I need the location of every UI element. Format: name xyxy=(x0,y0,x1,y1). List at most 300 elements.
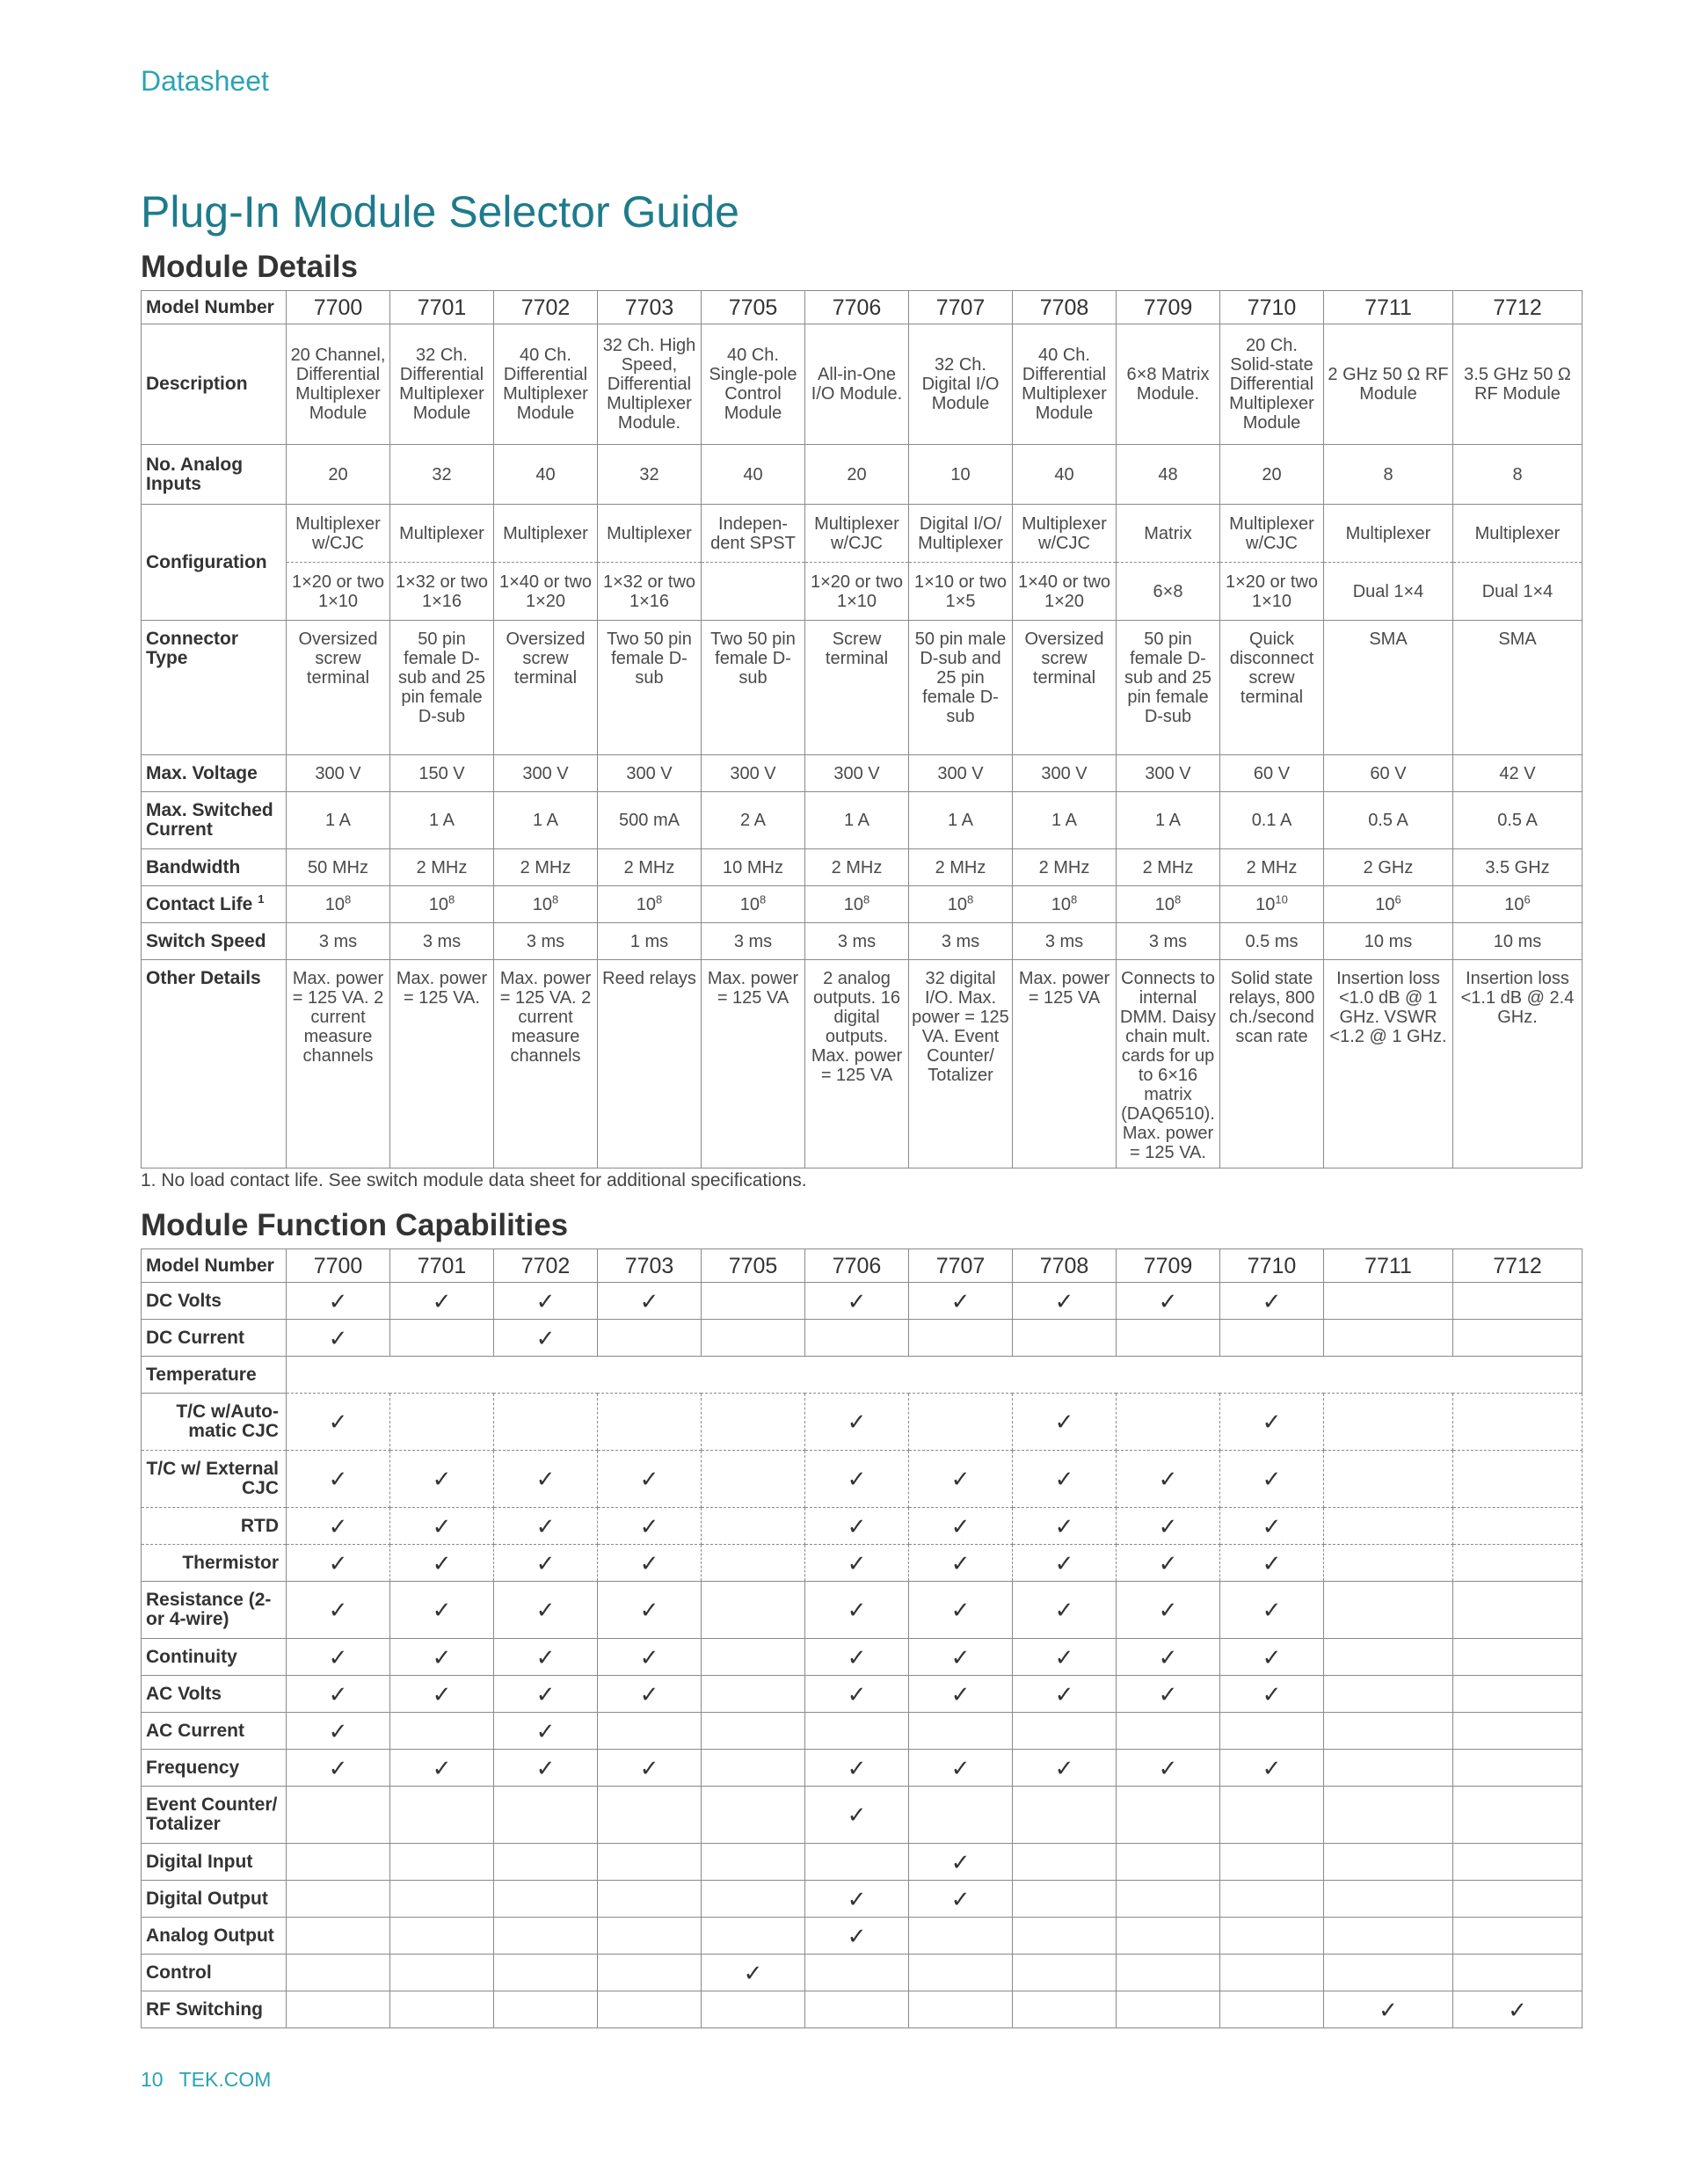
exponent: 8 xyxy=(1071,892,1078,906)
row-temperature xyxy=(142,1357,1582,1394)
check-icon: ✓ xyxy=(494,1283,598,1320)
empty-cell xyxy=(909,1394,1013,1451)
row-capability xyxy=(142,1451,1582,1508)
empty-cell xyxy=(287,1955,390,1991)
check-icon: ✓ xyxy=(494,1582,598,1639)
model-header: 7710 xyxy=(1220,1249,1324,1283)
check-icon: ✓ xyxy=(1013,1545,1117,1582)
empty-cell xyxy=(1324,1394,1453,1451)
header-row xyxy=(142,291,1582,324)
empty-cell xyxy=(805,1991,909,2028)
empty-cell xyxy=(1117,1881,1220,1918)
cell: 50 pin female D-sub and 25 pin female D-sub xyxy=(390,621,494,755)
cell: 2 MHz xyxy=(1220,849,1324,886)
capabilities-table xyxy=(141,1249,1582,2028)
cell: 2 MHz xyxy=(494,849,598,886)
row-label: Frequency xyxy=(142,1750,287,1787)
cell: 0.5 A xyxy=(1324,792,1453,849)
cell: 150 V xyxy=(390,755,494,792)
cell: Max. power = 125 VA. 2 current measure channels xyxy=(494,960,598,1168)
empty-cell xyxy=(287,1881,390,1918)
check-icon: ✓ xyxy=(1013,1508,1117,1545)
empty-cell xyxy=(702,1713,805,1750)
empty-cell xyxy=(1324,1787,1453,1844)
check-icon: ✓ xyxy=(287,1451,390,1508)
cell xyxy=(1117,886,1220,923)
check-icon: ✓ xyxy=(1220,1394,1324,1451)
check-icon: ✓ xyxy=(1013,1750,1117,1787)
empty-cell xyxy=(909,1955,1013,1991)
empty-cell xyxy=(805,1713,909,1750)
check-icon: ✓ xyxy=(1117,1639,1220,1676)
model-header: 7712 xyxy=(1453,1249,1582,1283)
empty-cell xyxy=(1220,1844,1324,1881)
cell: 3 ms xyxy=(1013,923,1117,960)
cell: Max. power = 125 VA xyxy=(702,960,805,1168)
base: 10 xyxy=(636,894,656,914)
cell: 40 Ch. Differential Multiplexer Module xyxy=(1013,324,1117,445)
model-number-header: Model Number xyxy=(142,1249,287,1283)
empty-cell xyxy=(1453,1320,1582,1357)
empty-cell xyxy=(702,1750,805,1787)
cell: Oversized screw terminal xyxy=(287,621,390,755)
cell: 300 V xyxy=(494,755,598,792)
cell: 0.5 A xyxy=(1453,792,1582,849)
empty-cell xyxy=(598,1844,702,1881)
footnote-mark: 1 xyxy=(258,892,265,906)
row-label xyxy=(142,886,287,923)
check-icon: ✓ xyxy=(805,1639,909,1676)
row-label: AC Volts xyxy=(142,1676,287,1713)
cell: 60 V xyxy=(1220,755,1324,792)
row-current xyxy=(142,792,1582,849)
check-icon: ✓ xyxy=(287,1508,390,1545)
empty-cell xyxy=(702,1844,805,1881)
exponent: 8 xyxy=(760,892,767,906)
check-icon: ✓ xyxy=(1117,1582,1220,1639)
row-capability xyxy=(142,1750,1582,1787)
cell: 2 A xyxy=(702,792,805,849)
row-capability xyxy=(142,1394,1582,1451)
empty-cell xyxy=(1324,1545,1453,1582)
check-icon: ✓ xyxy=(805,1918,909,1955)
row-capability xyxy=(142,1713,1582,1750)
cell xyxy=(598,886,702,923)
check-icon: ✓ xyxy=(494,1451,598,1508)
model-header: 7708 xyxy=(1013,1249,1117,1283)
cell: 300 V xyxy=(702,755,805,792)
empty-cell xyxy=(598,1394,702,1451)
empty-cell xyxy=(1013,1713,1117,1750)
check-icon: ✓ xyxy=(287,1283,390,1320)
cell xyxy=(702,563,805,621)
row-label: Digital Output xyxy=(142,1881,287,1918)
check-icon: ✓ xyxy=(1013,1639,1117,1676)
cell: 300 V xyxy=(287,755,390,792)
row-contact-life xyxy=(142,886,1582,923)
check-icon: ✓ xyxy=(598,1750,702,1787)
cell: 2 GHz 50 Ω RF Module xyxy=(1324,324,1453,445)
check-icon: ✓ xyxy=(805,1394,909,1451)
check-icon: ✓ xyxy=(1324,1991,1453,2028)
empty-cell xyxy=(494,1918,598,1955)
cell: Multiplexer w/CJC xyxy=(1013,505,1117,563)
cell: 20 xyxy=(1220,445,1324,505)
cell: 10 MHz xyxy=(702,849,805,886)
model-header: 7702 xyxy=(494,1249,598,1283)
empty-cell xyxy=(909,1320,1013,1357)
empty-cell xyxy=(598,1713,702,1750)
check-icon: ✓ xyxy=(598,1639,702,1676)
base: 10 xyxy=(947,894,967,914)
check-icon: ✓ xyxy=(390,1545,494,1582)
check-icon: ✓ xyxy=(390,1639,494,1676)
page-footer xyxy=(141,2068,271,2092)
empty-cell xyxy=(494,1394,598,1451)
cell: 42 V xyxy=(1453,755,1582,792)
row-capability xyxy=(142,1844,1582,1881)
cell: All-in-One I/O Module. xyxy=(805,324,909,445)
cell: 20 xyxy=(805,445,909,505)
model-header: 7702 xyxy=(494,291,598,324)
check-icon: ✓ xyxy=(1220,1283,1324,1320)
cell: Two 50 pin female D-sub xyxy=(702,621,805,755)
cell: 500 mA xyxy=(598,792,702,849)
model-header: 7711 xyxy=(1324,291,1453,324)
row-configuration-type xyxy=(142,505,1582,563)
cell: 40 Ch. Differential Multiplexer Module xyxy=(494,324,598,445)
row-label: DC Current xyxy=(142,1320,287,1357)
row-analog-inputs xyxy=(142,445,1582,505)
empty-cell xyxy=(1453,1676,1582,1713)
cell: Digital I/O/ Multiplexer xyxy=(909,505,1013,563)
base: 10 xyxy=(428,894,448,914)
check-icon: ✓ xyxy=(702,1955,805,1991)
empty-cell xyxy=(1117,1918,1220,1955)
cell: 1×32 or two 1×16 xyxy=(390,563,494,621)
check-icon: ✓ xyxy=(598,1451,702,1508)
empty-cell xyxy=(1324,1508,1453,1545)
temperature-spacer xyxy=(287,1357,1582,1394)
cell: 2 MHz xyxy=(909,849,1013,886)
footnote: 1. No load contact life. See switch module data sheet for additional specifications. xyxy=(141,1170,807,1190)
empty-cell xyxy=(494,1955,598,1991)
cell: 32 Ch. High Speed, Differential Multiplexer Module. xyxy=(598,324,702,445)
check-icon: ✓ xyxy=(494,1713,598,1750)
row-capability xyxy=(142,1545,1582,1582)
empty-cell xyxy=(1220,1991,1324,2028)
row-capability xyxy=(142,1991,1582,2028)
empty-cell xyxy=(1453,1881,1582,1918)
cell: Indepen-dent SPST xyxy=(702,505,805,563)
empty-cell xyxy=(1453,1582,1582,1639)
cell: 3 ms xyxy=(390,923,494,960)
check-icon: ✓ xyxy=(1117,1676,1220,1713)
cell: Insertion loss <1.1 dB @ 2.4 GHz. xyxy=(1453,960,1582,1168)
empty-cell xyxy=(1220,1320,1324,1357)
check-icon: ✓ xyxy=(805,1787,909,1844)
check-icon: ✓ xyxy=(1117,1545,1220,1582)
empty-cell xyxy=(1013,1955,1117,1991)
check-icon: ✓ xyxy=(805,1545,909,1582)
cell: 1×40 or two 1×20 xyxy=(494,563,598,621)
empty-cell xyxy=(598,1320,702,1357)
check-icon: ✓ xyxy=(287,1639,390,1676)
row-capability xyxy=(142,1787,1582,1844)
row-switch-speed xyxy=(142,923,1582,960)
empty-cell xyxy=(1453,1545,1582,1582)
check-icon: ✓ xyxy=(494,1676,598,1713)
cell: Multiplexer w/CJC xyxy=(805,505,909,563)
row-other xyxy=(142,960,1582,1168)
cell: 3 ms xyxy=(805,923,909,960)
cell: 32 digital I/O. Max. power = 125 VA. Event Counter/ Totalizer xyxy=(909,960,1013,1168)
check-icon: ✓ xyxy=(805,1676,909,1713)
row-label-text: Contact Life xyxy=(146,893,253,914)
check-icon: ✓ xyxy=(805,1582,909,1639)
empty-cell xyxy=(1324,1283,1453,1320)
check-icon: ✓ xyxy=(909,1545,1013,1582)
cell: 10 ms xyxy=(1453,923,1582,960)
cell: 8 xyxy=(1453,445,1582,505)
empty-cell xyxy=(1117,1320,1220,1357)
cell: Connects to internal DMM. Daisy chain mult. cards for up to 6×16 matrix (DAQ6510). Max. power = 125 VA. xyxy=(1117,960,1220,1168)
check-icon: ✓ xyxy=(390,1750,494,1787)
empty-cell xyxy=(494,1844,598,1881)
cell: 20 Channel, Differential Multiplexer Module xyxy=(287,324,390,445)
empty-cell xyxy=(1324,1844,1453,1881)
exponent: 8 xyxy=(967,892,974,906)
row-label: T/C w/Auto-matic CJC xyxy=(142,1394,287,1451)
row-label: Max. Voltage xyxy=(142,755,287,792)
check-icon: ✓ xyxy=(1013,1676,1117,1713)
cell: Multiplexer xyxy=(494,505,598,563)
empty-cell xyxy=(287,1787,390,1844)
empty-cell xyxy=(1453,1451,1582,1508)
cell: 32 xyxy=(390,445,494,505)
empty-cell xyxy=(390,1320,494,1357)
check-icon: ✓ xyxy=(1220,1451,1324,1508)
empty-cell xyxy=(1453,1955,1582,1991)
check-icon: ✓ xyxy=(909,1844,1013,1881)
cell: 6×8 Matrix Module. xyxy=(1117,324,1220,445)
cell xyxy=(1013,886,1117,923)
check-icon: ✓ xyxy=(598,1676,702,1713)
site-link[interactable]: TEK.COM xyxy=(178,2068,272,2091)
model-header: 7703 xyxy=(598,1249,702,1283)
empty-cell xyxy=(494,1881,598,1918)
cell: Multiplexer xyxy=(598,505,702,563)
empty-cell xyxy=(390,1918,494,1955)
base: 10 xyxy=(1154,894,1175,914)
check-icon: ✓ xyxy=(598,1545,702,1582)
check-icon: ✓ xyxy=(805,1750,909,1787)
row-label: DC Volts xyxy=(142,1283,287,1320)
cell: 10 xyxy=(909,445,1013,505)
check-icon: ✓ xyxy=(390,1582,494,1639)
empty-cell xyxy=(1453,1787,1582,1844)
model-number-header: Model Number xyxy=(142,291,287,324)
cell: 0.1 A xyxy=(1220,792,1324,849)
model-header: 7711 xyxy=(1324,1249,1453,1283)
empty-cell xyxy=(1453,1283,1582,1320)
check-icon: ✓ xyxy=(1220,1582,1324,1639)
row-label: T/C w/ External CJC xyxy=(142,1451,287,1508)
cell: Reed relays xyxy=(598,960,702,1168)
exponent: 10 xyxy=(1275,892,1288,906)
cell: Solid state relays, 800 ch./second scan rate xyxy=(1220,960,1324,1168)
cell: 60 V xyxy=(1324,755,1453,792)
check-icon: ✓ xyxy=(1117,1508,1220,1545)
cell: 48 xyxy=(1117,445,1220,505)
row-capability xyxy=(142,1639,1582,1676)
empty-cell xyxy=(390,1713,494,1750)
check-icon: ✓ xyxy=(1013,1394,1117,1451)
check-icon: ✓ xyxy=(494,1750,598,1787)
row-label: Analog Output xyxy=(142,1918,287,1955)
model-header: 7708 xyxy=(1013,291,1117,324)
model-header: 7700 xyxy=(287,291,390,324)
cell: 3.5 GHz xyxy=(1453,849,1582,886)
cell: 1×10 or two 1×5 xyxy=(909,563,1013,621)
row-label: Connector Type xyxy=(142,621,287,755)
empty-cell xyxy=(702,1320,805,1357)
empty-cell xyxy=(1324,1320,1453,1357)
row-label: Max. Switched Current xyxy=(142,792,287,849)
empty-cell xyxy=(805,1844,909,1881)
cell: 2 MHz xyxy=(598,849,702,886)
exponent: 8 xyxy=(552,892,559,906)
cell: 50 pin male D-sub and 25 pin female D-sub xyxy=(909,621,1013,755)
cell xyxy=(909,886,1013,923)
base: 10 xyxy=(1051,894,1071,914)
empty-cell xyxy=(1117,1955,1220,1991)
cell xyxy=(1453,886,1582,923)
empty-cell xyxy=(1013,1787,1117,1844)
empty-cell xyxy=(1453,1639,1582,1676)
cell: 20 xyxy=(287,445,390,505)
check-icon: ✓ xyxy=(1117,1451,1220,1508)
check-icon: ✓ xyxy=(909,1750,1013,1787)
row-label: Thermistor xyxy=(142,1545,287,1582)
cell xyxy=(390,886,494,923)
check-icon: ✓ xyxy=(494,1639,598,1676)
empty-cell xyxy=(598,1955,702,1991)
check-icon: ✓ xyxy=(1117,1750,1220,1787)
check-icon: ✓ xyxy=(909,1451,1013,1508)
cell: Oversized screw terminal xyxy=(1013,621,1117,755)
check-icon: ✓ xyxy=(909,1283,1013,1320)
empty-cell xyxy=(1453,1508,1582,1545)
row-description xyxy=(142,324,1582,445)
row-label: RF Switching xyxy=(142,1991,287,2028)
cell: 2 MHz xyxy=(1013,849,1117,886)
cell: 40 xyxy=(494,445,598,505)
cell: SMA xyxy=(1453,621,1582,755)
cell: 300 V xyxy=(909,755,1013,792)
empty-cell xyxy=(1324,1451,1453,1508)
row-label: Control xyxy=(142,1955,287,1991)
empty-cell xyxy=(598,1787,702,1844)
cell: Multiplexer w/CJC xyxy=(287,505,390,563)
cell: 40 xyxy=(1013,445,1117,505)
empty-cell xyxy=(1324,1713,1453,1750)
empty-cell xyxy=(909,1918,1013,1955)
empty-cell xyxy=(805,1320,909,1357)
cell: 3.5 GHz 50 Ω RF Module xyxy=(1453,324,1582,445)
check-icon: ✓ xyxy=(1220,1676,1324,1713)
empty-cell xyxy=(390,1955,494,1991)
cell: 2 MHz xyxy=(805,849,909,886)
cell: 1 A xyxy=(805,792,909,849)
empty-cell xyxy=(1220,1881,1324,1918)
cell: Multiplexer w/CJC xyxy=(1220,505,1324,563)
cell: 1 A xyxy=(1013,792,1117,849)
check-icon: ✓ xyxy=(805,1508,909,1545)
cell: Multiplexer xyxy=(1324,505,1453,563)
model-header: 7709 xyxy=(1117,1249,1220,1283)
cell: 2 MHz xyxy=(390,849,494,886)
empty-cell xyxy=(1453,1918,1582,1955)
empty-cell xyxy=(390,1787,494,1844)
empty-cell xyxy=(1117,1991,1220,2028)
cell xyxy=(805,886,909,923)
row-label: No. Analog Inputs xyxy=(142,445,287,505)
empty-cell xyxy=(702,1451,805,1508)
empty-cell xyxy=(1013,1881,1117,1918)
empty-cell xyxy=(494,1787,598,1844)
empty-cell xyxy=(1220,1918,1324,1955)
exponent: 8 xyxy=(345,892,352,906)
cell: Dual 1×4 xyxy=(1453,563,1582,621)
check-icon: ✓ xyxy=(1220,1750,1324,1787)
empty-cell xyxy=(1324,1881,1453,1918)
cell xyxy=(494,886,598,923)
document-type-label: Datasheet xyxy=(141,65,269,97)
empty-cell xyxy=(1453,1750,1582,1787)
empty-cell xyxy=(1220,1713,1324,1750)
cell: 32 Ch. Digital I/O Module xyxy=(909,324,1013,445)
cell: 50 MHz xyxy=(287,849,390,886)
empty-cell xyxy=(494,1991,598,2028)
model-header: 7703 xyxy=(598,291,702,324)
row-bandwidth xyxy=(142,849,1582,886)
empty-cell xyxy=(1013,1918,1117,1955)
page-title: Plug-In Module Selector Guide xyxy=(141,187,739,237)
cell: 0.5 ms xyxy=(1220,923,1324,960)
base: 10 xyxy=(1255,894,1276,914)
cell: Oversized screw terminal xyxy=(494,621,598,755)
row-label: Temperature xyxy=(142,1357,287,1394)
check-icon: ✓ xyxy=(287,1713,390,1750)
empty-cell xyxy=(1220,1787,1324,1844)
exponent: 8 xyxy=(656,892,663,906)
base: 10 xyxy=(843,894,863,914)
check-icon: ✓ xyxy=(390,1451,494,1508)
empty-cell xyxy=(702,1787,805,1844)
row-label: Configuration xyxy=(142,505,287,621)
row-label: AC Current xyxy=(142,1713,287,1750)
row-connector xyxy=(142,621,1582,755)
cell: 1 ms xyxy=(598,923,702,960)
model-header: 7709 xyxy=(1117,291,1220,324)
cell: 6×8 xyxy=(1117,563,1220,621)
row-capability xyxy=(142,1955,1582,1991)
row-label: Switch Speed xyxy=(142,923,287,960)
cell xyxy=(287,886,390,923)
cell: 1 A xyxy=(287,792,390,849)
module-details-title: Module Details xyxy=(141,250,358,284)
